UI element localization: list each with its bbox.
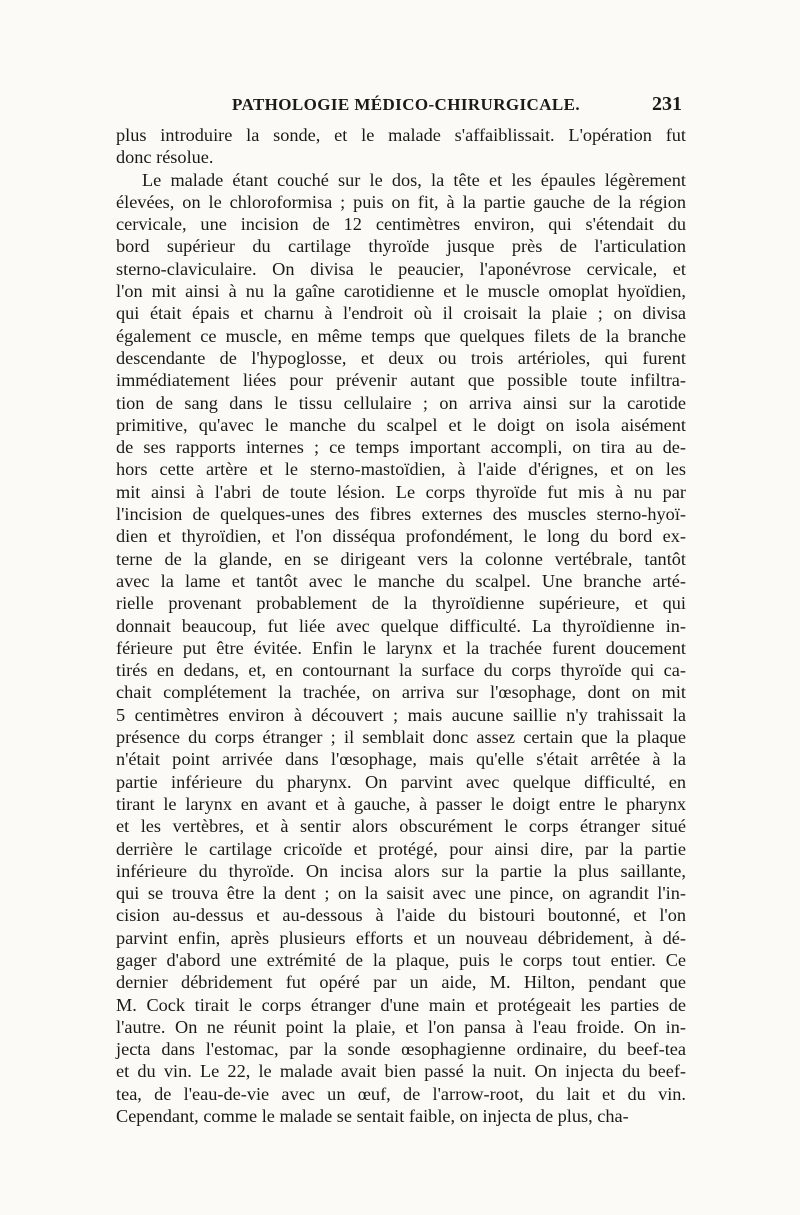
text-line: Le malade étant couché sur le dos, la tête et les épaules légèrement xyxy=(142,169,686,190)
running-title: PATHOLOGIE MÉDICO-CHIRURGICALE. xyxy=(232,95,581,114)
text-line: cervicale, une incision de 12 centimètres environ, qui s'étendait du xyxy=(116,214,686,235)
text-line: férieure put être évitée. Enfin le larynx et la trachée furent doucement xyxy=(116,637,686,658)
text-line: élevées, on le chloroformisa ; puis on fit, à la partie gauche de la région xyxy=(116,191,686,212)
text-line: et les vertèbres, et à sentir alors obscurément le corps étranger situé xyxy=(116,816,686,837)
text-line: chait complétement la trachée, on arriva sur l'œsophage, dont on mit xyxy=(116,682,686,703)
text-line: tirant le larynx en avant et à gauche, à passer le doigt entre le pharynx xyxy=(116,793,686,814)
text-line: n'était point arrivée dans l'œsophage, mais qu'elle s'était arrêtée à la xyxy=(116,749,686,770)
text-line: Cependant, comme le malade se sentait faible, on injecta de plus, cha- xyxy=(116,1106,629,1127)
text-line: l'autre. On ne réunit point la plaie, et l'on pansa à l'eau froide. On in- xyxy=(116,1016,686,1037)
text-line: tirés en dedans, et, en contournant la surface du corps thyroïde qui ca- xyxy=(116,660,686,681)
text-line: qui se trouva être la dent ; on la saisit avec une pince, on agrandit l'in- xyxy=(116,883,686,904)
text-line: de ses rapports internes ; ce temps important accompli, on tira au de- xyxy=(116,437,686,458)
text-line: qui était épais et charnu à l'endroit où il croisait la plaie ; on divisa xyxy=(116,303,686,324)
text-line: donnait beaucoup, fut liée avec quelque difficulté. La thyroïdienne in- xyxy=(116,615,686,636)
text-line: 5 centimètres environ à découvert ; mais aucune saillie n'y trahissait la xyxy=(116,704,686,725)
text-line: également ce muscle, en même temps que quelques filets de la branche xyxy=(116,325,686,346)
text-line: parvint enfin, après plusieurs efforts et un nouveau débridement, à dé- xyxy=(116,927,686,948)
text-line: bord supérieur du cartilage thyroïde jusque près de l'articulation xyxy=(116,236,686,257)
body-text xyxy=(116,124,686,1127)
text-line: primitive, qu'avec le manche du scalpel et le doigt on isola aisément xyxy=(116,414,686,435)
text-line: présence du corps étranger ; il semblait donc assez certain que la plaque xyxy=(116,727,686,748)
text-line: donc résolue. xyxy=(116,147,214,168)
text-line: l'on mit ainsi à nu la gaîne carotidienne et le muscle omoplat hyoïdien, xyxy=(116,281,686,302)
page-header xyxy=(116,93,686,123)
text-line: et du vin. Le 22, le malade avait bien passé la nuit. On injecta du beef- xyxy=(116,1061,686,1082)
text-line: rielle provenant probablement de la thyroïdienne supérieure, et qui xyxy=(116,593,686,614)
text-line: dien et thyroïdien, et l'on disséqua profondément, le long du bord ex- xyxy=(116,526,686,547)
text-line: dernier débridement fut opéré par un aide, M. Hilton, pendant que xyxy=(116,972,686,993)
text-line: terne de la glande, en se dirigeant vers la colonne vertébrale, tantôt xyxy=(116,548,686,569)
text-line: hors cette artère et le sterno-mastoïdien, à l'aide d'érignes, et on les xyxy=(116,459,686,480)
text-line: derrière le cartilage cricoïde et protégé, pour ainsi dire, par la partie xyxy=(116,838,686,859)
text-line: immédiatement liées pour prévenir autant que possible toute infiltra- xyxy=(116,370,686,391)
text-line: mit ainsi à l'abri de toute lésion. Le corps thyroïde fut mis à nu par xyxy=(116,481,686,502)
text-line: tea, de l'eau-de-vie avec un œuf, de l'arrow-root, du lait et du vin. xyxy=(116,1083,686,1104)
text-line: M. Cock tirait le corps étranger d'une main et protégeait les parties de xyxy=(116,994,686,1015)
text-line: gager d'abord une extrémité de la plaque, puis le corps tout entier. Ce xyxy=(116,949,686,970)
text-line: partie inférieure du pharynx. On parvint avec quelque difficulté, en xyxy=(116,771,686,792)
text-line: plus introduire la sonde, et le malade s'affaiblissait. L'opération fut xyxy=(116,125,686,145)
text-line: descendante de l'hypoglosse, et deux ou trois artérioles, qui furent xyxy=(116,347,686,368)
page-number: 231 xyxy=(652,93,682,115)
text-line: cision au-dessus et au-dessous à l'aide du bistouri boutonné, et l'on xyxy=(116,905,686,926)
text-line: jecta dans l'estomac, par la sonde œsophagienne ordinaire, du beef-tea xyxy=(116,1039,686,1060)
text-line: l'incision de quelques-unes des fibres externes des muscles sterno-hyoï- xyxy=(116,504,686,525)
text-line: tion de sang dans le tissu cellulaire ; on arriva ainsi sur la carotide xyxy=(116,392,686,413)
text-line: sterno-claviculaire. On divisa le peaucier, l'aponévrose cervicale, et xyxy=(116,258,686,279)
text-line: avec la lame et tantôt avec le manche du scalpel. Une branche arté- xyxy=(116,570,686,591)
text-line: inférieure du thyroïde. On incisa alors sur la partie la plus saillante, xyxy=(116,860,686,881)
